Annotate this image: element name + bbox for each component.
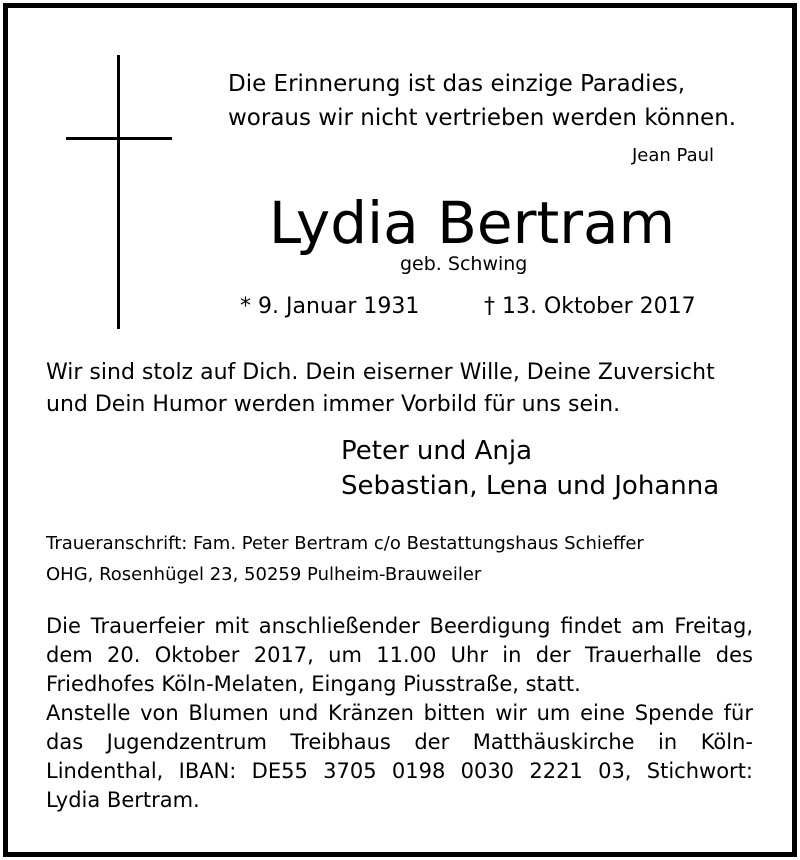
ceremony-line: Die Trauerfeier mit anschließender Beerdigung findet am Freitag, xyxy=(46,614,753,638)
message-line: Wir sind stolz auf Dich. Dein eiserner Wille, Deine Zuversicht xyxy=(46,360,715,385)
ceremony-line: das Jugendzentrum Treibhaus der Matthäuskirche in Köln- xyxy=(46,730,753,754)
quote-line: woraus wir nicht vertrieben werden können. xyxy=(228,105,737,131)
death-date: † 13. Oktober 2017 xyxy=(484,294,696,319)
family-message xyxy=(46,357,715,421)
mourning-address xyxy=(46,528,644,590)
quote-author: Jean Paul xyxy=(632,145,715,166)
quote-line: Die Erinnerung ist das einzige Paradies, xyxy=(228,71,686,97)
deceased-name: Lydia Bertram xyxy=(268,189,676,257)
ceremony-line: dem 20. Oktober 2017, um 11.00 Uhr in der Trauerhalle des xyxy=(46,643,753,667)
cross-icon-bar xyxy=(66,137,172,140)
ceremony-line: Friedhofes Köln-Melaten, Eingang Piusstraße, statt. xyxy=(46,672,581,696)
address-line: OHG, Rosenhügel 23, 50259 Pulheim-Brauweiler xyxy=(46,564,482,585)
family-line: Peter und Anja xyxy=(341,436,533,466)
message-line: und Dein Humor werden immer Vorbild für uns sein. xyxy=(46,392,621,417)
birth-date: * 9. Januar 1931 xyxy=(240,294,420,319)
address-line: Traueranschrift: Fam. Peter Bertram c/o Bestattungshaus Schieffer xyxy=(46,533,644,554)
ceremony-details xyxy=(46,612,753,815)
family-line: Sebastian, Lena und Johanna xyxy=(341,471,720,501)
ceremony-line: Lydia Bertram. xyxy=(46,788,200,812)
quote xyxy=(228,67,736,135)
maiden-name: geb. Schwing xyxy=(400,253,528,275)
ceremony-line: Anstelle von Blumen und Kränzen bitten wir um eine Spende für xyxy=(46,701,753,725)
ceremony-line: Lindenthal, IBAN: DE55 3705 0198 0030 2221 03, Stichwort: xyxy=(46,759,753,783)
family-signature xyxy=(341,434,719,504)
